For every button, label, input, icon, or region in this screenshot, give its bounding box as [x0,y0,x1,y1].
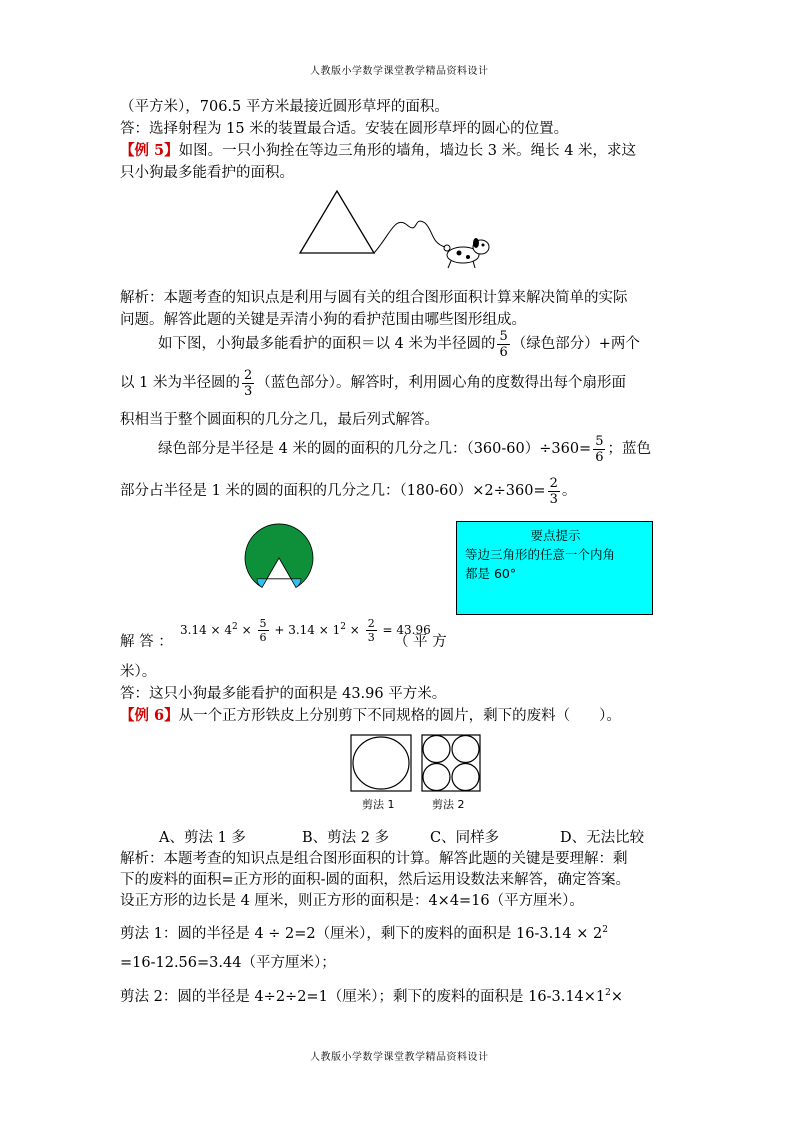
calc-line: 剪法 1：圆的半径是 4 ÷ 2=2（厘米），剩下的废料的面积是 $16-3.14 \times 2^2$ [120,925,608,942]
text-line: 答：选择射程为 15 米的装置最合适。安装在圆形草坪的圆心的位置。 [120,121,569,137]
example-5-label: 【例 5】 [120,142,179,159]
caption-cut-1: 剪法 1 [362,798,395,811]
option-a: A、剪法 1 多 [159,830,246,846]
para-line: 以 1 米为半径圆的 $\frac{2}{3}$ （蓝色部分）。解答时，利用圆心角的度数得出每个扇形面 [120,367,626,399]
option-d: D、无法比较 [560,830,645,846]
fraction-2-3-b: $\frac{2}{3}$ [549,475,558,507]
analysis-line: 下的废料的面积=正方形的面积-圆的面积，然后运用设数法来解答，确定答案。 [120,872,631,888]
fraction-5-6-b: $\frac{5}{6}$ [595,433,604,465]
example-5-text: 如图。一只小狗拴在等边三角形的墙角，墙边长 3 米。绳长 4 米，求这 [178,143,637,159]
option-c: C、同样多 [430,830,500,846]
analysis-line: 解析：本题考查的知识点是利用与圆有关的组合图形面积计算来解决简单的实际 [120,290,628,306]
tip-title: 要点提示 [530,528,581,543]
caption-cut-2: 剪法 2 [432,798,465,811]
fraction-5-6: $\frac{5}{6}$ [499,328,508,360]
tip-body: 等边三角形的任意一个内角 [465,547,616,562]
formula-fraction: $\frac{5}{6}$ [259,617,267,644]
page-footer: 人教版小学数学课堂教学精品资料设计 [310,1052,489,1063]
green-blue-area-figure [238,520,320,596]
solution-unit: 米）。 [120,664,157,680]
calc-line: =16-12.56=3.44（平方厘米）； [120,955,336,971]
formula-fraction: $\frac{2}{3}$ [367,617,375,644]
para-line: 如下图，小狗最多能看护的面积＝以 4 米为半径圆的 $\frac{5}{6}$ （绿色部分）+两个 [158,328,640,360]
example-6-line [120,704,621,725]
para-line: 部分占半径是 1 米的圆的面积的几分之几：（180-60）×2÷360= $\frac{2}{3}$ 。 [120,475,577,507]
para-line: 绿色部分是半径是 4 米的圆的面积的几分之几：（360-60）÷360= $\frac{5}{6}$ ；蓝色 [158,433,651,465]
rope [374,221,445,253]
tip-body: 都是 60° [465,566,517,581]
square-cut-1 [351,735,411,791]
blue-sector-left [257,579,267,588]
solution-formula: $3.14 \times 4^2$ × $\frac{5}{6}$ + $3.14 \times 1^2$ × $\frac{2}{3}$ = 43.96 [180,617,431,644]
page-header: 人教版小学数学课堂教学精品资料设计 [310,66,489,77]
analysis-line: 问题。解答此题的关键是弄清小狗的看护范围由哪些图形组成。 [120,312,526,328]
analysis-line: 设正方形的边长是 4 厘米，则正方形的面积是：4×4=16（平方厘米）。 [120,893,584,909]
triangle-dog-figure [295,185,495,275]
square-cut-2 [422,735,480,791]
example-6-text: 从一个正方形铁皮上分别剪下不同规格的圆片，剩下的废料（ ）。 [178,708,621,724]
option-b: B、剪法 2 多 [302,830,390,846]
dog-icon [444,238,489,268]
cutting-figures [350,734,486,796]
text-line: 只小狗最多能看护的面积。 [120,165,294,181]
triangle-wall [300,191,374,253]
calc-line: 剪法 2：圆的半径是 4÷2÷2=1（厘米）；剩下的废料的面积是 $16-3.14\times 1^2\times$ [120,988,624,1005]
example-5-line [120,139,636,160]
para-line: 积相当于整个圆面积的几分之几，最后列式解答。 [120,412,439,428]
tip-box [456,521,653,615]
answer-line: 答：这只小狗最多能看护的面积是 43.96 平方米。 [120,686,447,702]
example-6-label: 【例 6】 [120,707,179,724]
fraction-2-3: $\frac{2}{3}$ [243,367,253,399]
text-line: （平方米），706.5 平方米最接近圆形草坪的面积。 [120,99,449,115]
blue-sector-right [291,579,301,588]
solution-label: 解 答 ： [120,634,173,650]
analysis-line: 解析：本题考查的知识点是组合图形面积的计算。解答此题的关键是要理解：剩 [120,851,628,867]
solution-unit: （ 平 方 [394,634,447,650]
